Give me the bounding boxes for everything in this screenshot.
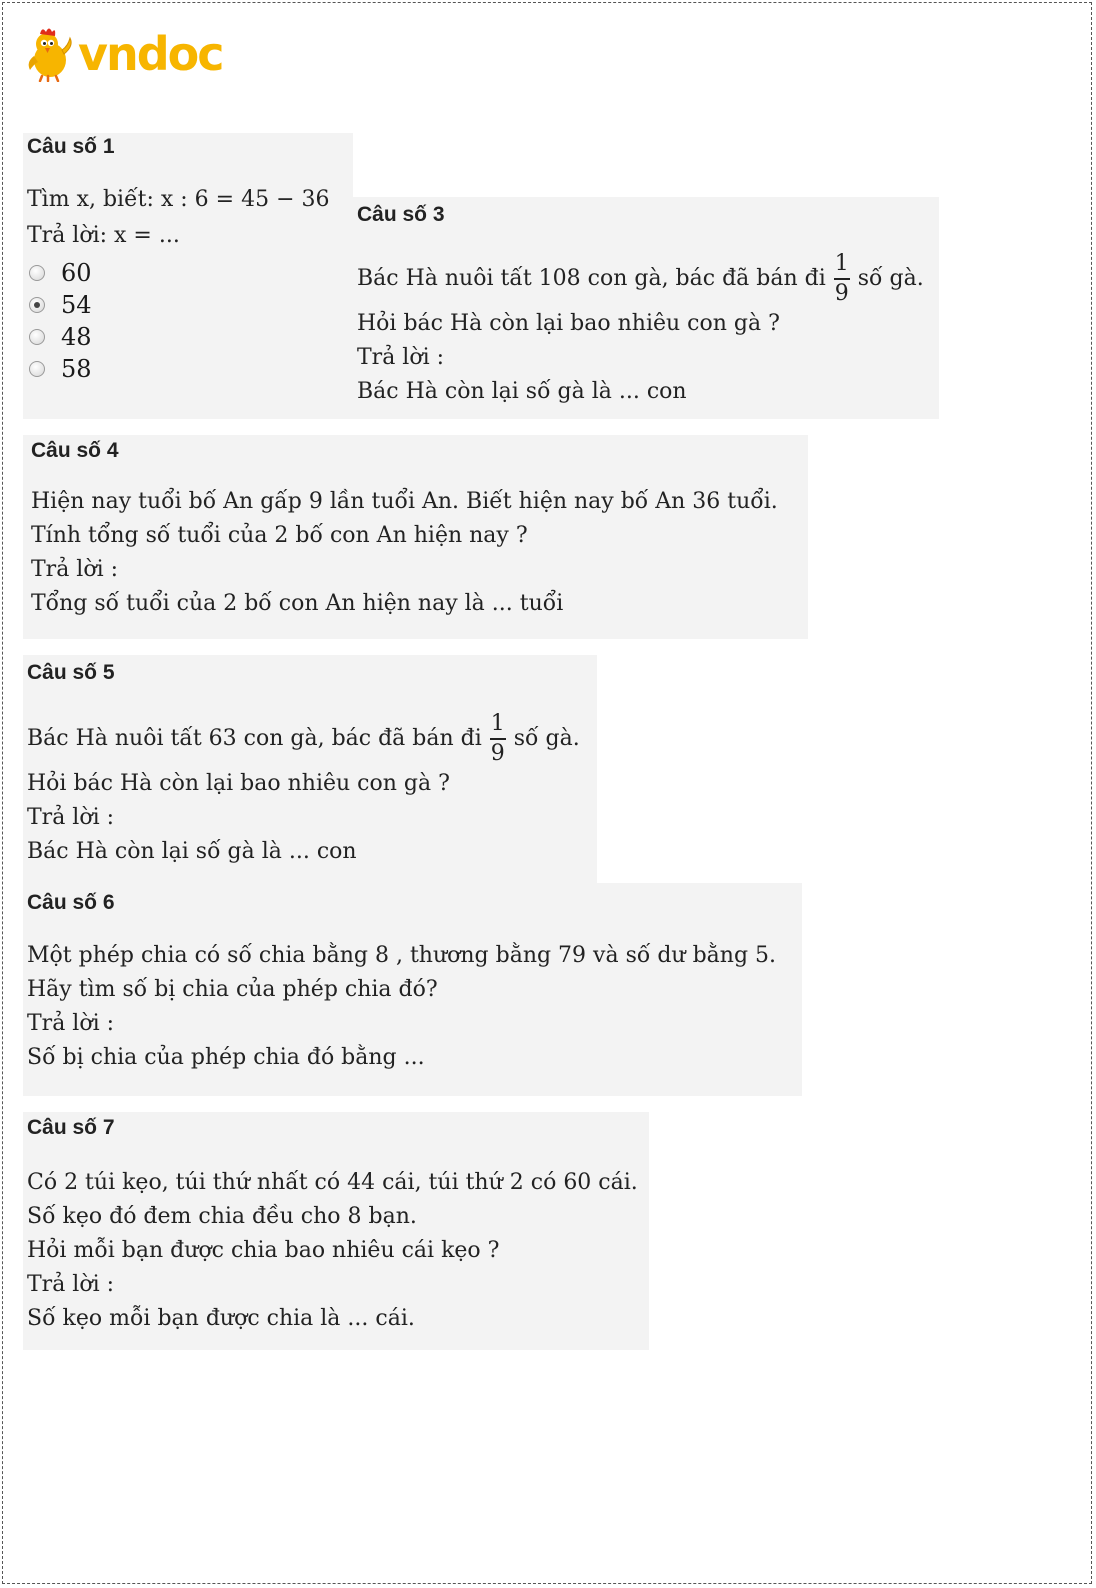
question-6-line-1: Một phép chia có số chia bằng 8 , thương bằng 79 và số dư bằng 5. [27, 943, 777, 968]
question-5-card [23, 655, 597, 883]
question-4-line-4: Tổng số tuổi của 2 bố con An hiện nay là ... tuổi [31, 591, 564, 616]
radio-button[interactable] [29, 329, 45, 345]
fraction-denominator: 9 [834, 281, 849, 306]
question-5-title: Câu số 5 [27, 661, 115, 684]
fraction-bar [490, 738, 506, 740]
fraction [834, 251, 850, 307]
question-4-line-1: Hiện nay tuổi bố An gấp 9 lần tuổi An. Biết hiện nay bố An 36 tuổi. [31, 489, 778, 514]
question-7-line-5: Số kẹo mỗi bạn được chia là ... cái. [27, 1306, 415, 1331]
fraction-denominator: 9 [490, 741, 505, 766]
option-60[interactable] [27, 257, 349, 289]
question-1-card [23, 133, 353, 419]
option-48[interactable] [27, 321, 349, 353]
question-5-line-1 [27, 711, 593, 767]
question-5-text-pre: Bác Hà nuôi tất 63 con gà, bác đã bán đi [27, 726, 482, 751]
question-6-card [23, 883, 802, 1096]
logo-text: vndoc [78, 27, 223, 81]
radio-button-selected[interactable] [29, 297, 45, 313]
question-3-line-2: Hỏi bác Hà còn lại bao nhiêu con gà ? [357, 311, 780, 336]
question-3-text-post: số gà. [857, 266, 924, 291]
question-5-text-post: số gà. [513, 726, 580, 751]
question-3-line-1 [357, 251, 935, 307]
question-7-line-1: Có 2 túi kẹo, túi thứ nhất có 44 cái, túi thứ 2 có 60 cái. [27, 1170, 638, 1195]
rooster-mascot-icon [26, 26, 76, 82]
question-7-line-2: Số kẹo đó đem chia đều cho 8 bạn. [27, 1204, 417, 1229]
radio-button[interactable] [29, 265, 45, 281]
question-3-card [353, 197, 939, 419]
question-4-title: Câu số 4 [31, 439, 119, 462]
fraction-numerator: 1 [490, 711, 505, 736]
question-6-title: Câu số 6 [27, 891, 115, 914]
question-4-card [23, 435, 808, 639]
question-7-line-3: Hỏi mỗi bạn được chia bao nhiêu cái kẹo ? [27, 1238, 500, 1263]
question-5-line-2: Hỏi bác Hà còn lại bao nhiêu con gà ? [27, 771, 450, 796]
fraction-bar [834, 278, 850, 280]
question-7-line-4: Trả lời : [27, 1272, 115, 1297]
question-7-title: Câu số 7 [27, 1116, 115, 1139]
option-label: 60 [61, 259, 92, 287]
fraction-numerator: 1 [834, 251, 849, 276]
question-4-line-3: Trả lời : [31, 557, 119, 582]
question-3-line-3: Trả lời : [357, 345, 445, 370]
question-6-line-2: Hãy tìm số bị chia của phép chia đó? [27, 977, 438, 1002]
vndoc-logo[interactable] [26, 26, 223, 82]
question-1-answer-line: Trả lời: x = ... [27, 223, 180, 248]
question-6-line-4: Số bị chia của phép chia đó bằng ... [27, 1045, 425, 1070]
question-6-line-3: Trả lời : [27, 1011, 115, 1036]
question-4-line-2: Tính tổng số tuổi của 2 bố con An hiện nay ? [31, 523, 528, 548]
option-54[interactable] [27, 289, 349, 321]
question-7-card [23, 1112, 649, 1350]
question-3-line-4: Bác Hà còn lại số gà là ... con [357, 379, 687, 404]
question-5-line-4: Bác Hà còn lại số gà là ... con [27, 839, 357, 864]
question-1-prompt: Tìm x, biết: x : 6 = 45 − 36 [27, 187, 330, 212]
option-label: 54 [61, 291, 92, 319]
question-1-title: Câu số 1 [27, 135, 115, 158]
radio-button[interactable] [29, 361, 45, 377]
fraction [490, 711, 506, 767]
option-58[interactable] [27, 353, 349, 385]
question-3-text-pre: Bác Hà nuôi tất 108 con gà, bác đã bán đi [357, 266, 826, 291]
option-label: 58 [61, 355, 92, 383]
question-1-options [27, 257, 349, 385]
option-label: 48 [61, 323, 92, 351]
question-3-title: Câu số 3 [357, 203, 445, 226]
question-5-line-3: Trả lời : [27, 805, 115, 830]
